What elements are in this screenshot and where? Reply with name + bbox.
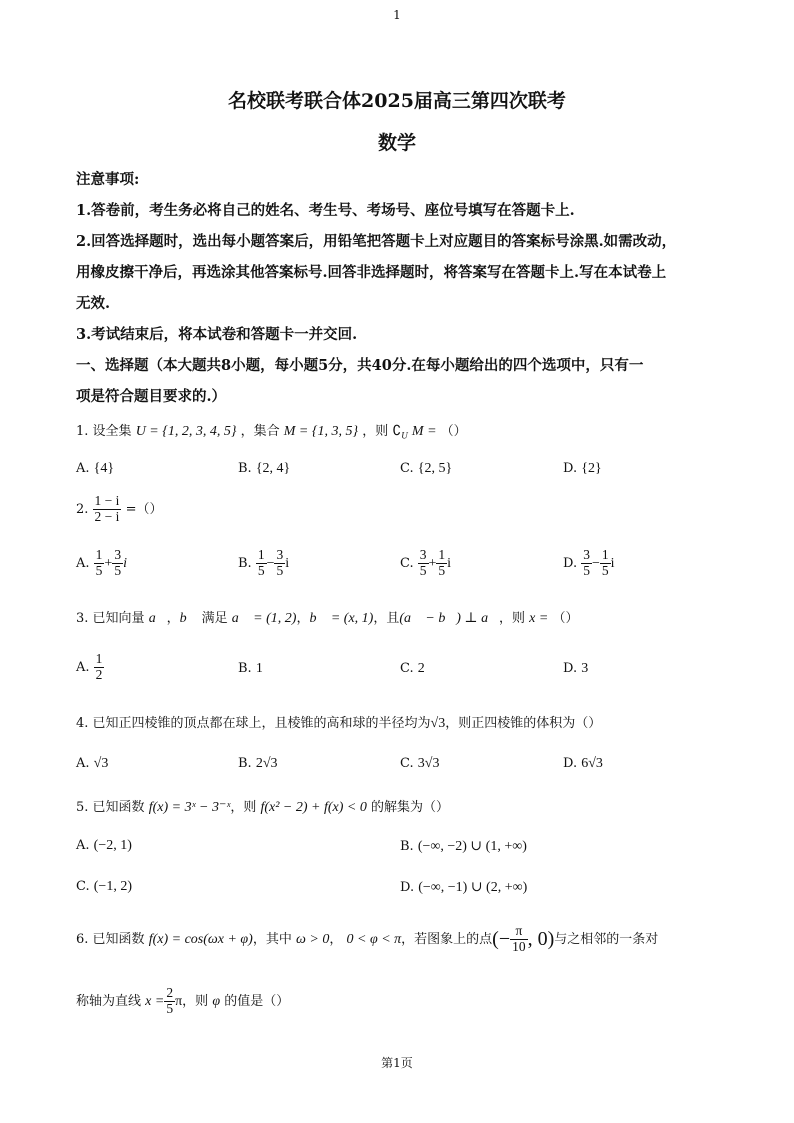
q6-function: f(x) = cos(ωx + φ) (148, 931, 253, 947)
q6-axis-fraction: $\frac{2}{5}$ (166, 985, 174, 1016)
q5-option-a-label: A. (76, 838, 90, 853)
q2-b-operator: − (266, 555, 275, 571)
q1-option-a-label: A. (76, 461, 90, 476)
q1-text-3: ，则 (362, 424, 389, 439)
q4-text-2: ，则正四棱锥的体积为（） (445, 716, 602, 731)
q5-option-c-label: C. (76, 879, 90, 894)
q4-option-a-label: A. (76, 756, 90, 771)
q5-option-d-value: (−∞, −1) ∪ (2, +∞) (418, 880, 528, 895)
q4-option-d (563, 756, 603, 772)
q6-text-8: 的值是（） (224, 993, 290, 1009)
q3-perpendicular-condition: (a⃗ − b⃗) ⊥ a⃗ (399, 611, 499, 626)
q5-option-b (400, 838, 527, 855)
q2-b-frac-2: $\frac{3}{5}$ (276, 547, 284, 578)
q2-c-frac-1: $\frac{3}{5}$ (419, 547, 427, 578)
q3-x-eq: x = (529, 611, 549, 626)
q4-option-c (400, 756, 439, 772)
top-page-number: 1 (393, 8, 401, 22)
q2-fraction (93, 494, 122, 525)
q3-vector-b: b⃗ (179, 611, 198, 626)
q4-option-a-value: √3 (93, 756, 109, 771)
q5-option-a (76, 838, 132, 854)
q5-function: f(x) = 3ˣ − 3⁻ˣ (148, 800, 231, 815)
q3-vector-b-value: b⃗ = (x, 1) (309, 611, 374, 626)
q6-text-5: 与之相邻的一条对 (554, 931, 659, 947)
section-1-heading-line-2: 项是符合题目要求的.） (76, 388, 227, 405)
q2-d-frac-2: $\frac{1}{5}$ (601, 547, 609, 578)
q2-option-b-label: B. (238, 555, 252, 571)
q1-text-1: 1. 设全集 (76, 424, 132, 439)
q2-answer-paren: =（） (125, 501, 163, 517)
q4-option-b-label: B. (238, 756, 252, 771)
q3-text-2: ， (166, 611, 180, 626)
q1-set-m: M = {1, 3, 5} (283, 424, 359, 439)
q3-text-4: ， (296, 611, 310, 626)
question-5 (76, 796, 449, 816)
q6-pi: π (175, 993, 183, 1009)
question-4 (76, 712, 601, 732)
q1-text-2: ，集合 (240, 424, 280, 439)
q4-option-c-value: 3√3 (417, 756, 440, 771)
q5-inequality: f(x² − 2) + f(x) < 0 (260, 800, 367, 815)
q2-c-frac-2: $\frac{1}{5}$ (438, 547, 446, 578)
q2-option-d (563, 548, 615, 579)
q2-b-frac-1: $\frac{1}{5}$ (257, 547, 265, 578)
q3-text-6: ，则 (498, 611, 525, 626)
q1-option-b-label: B. (238, 461, 252, 476)
q2-option-d-label: D. (563, 555, 578, 571)
q1-option-c (400, 461, 452, 477)
q3-option-a (76, 652, 104, 683)
q6-phi: φ (212, 993, 221, 1009)
q5-option-c-value: (−1, 2) (93, 879, 132, 894)
q3-option-a-frac: $\frac{1}{2}$ (95, 651, 103, 682)
q6-phi-condition: 0 < φ < π (346, 931, 402, 947)
note-item-2-line-3: 无效. (76, 295, 111, 312)
question-2 (76, 494, 162, 525)
q3-vector-a-value: a⃗ = (1, 2) (231, 611, 297, 626)
q6-point-left: (− (492, 927, 511, 950)
q1-option-c-label: C. (400, 461, 414, 476)
q1-option-a (76, 461, 114, 477)
q2-d-imag: i (610, 555, 615, 571)
q6-text-6: 称轴为直线 (76, 993, 142, 1009)
q5-option-a-value: (−2, 1) (93, 838, 132, 853)
exam-subject: 数学 (377, 132, 416, 154)
q4-option-b (238, 756, 278, 772)
q4-radius: √3 (430, 716, 446, 731)
question-3 (76, 607, 578, 627)
q5-option-d-label: D. (400, 880, 415, 895)
q5-text-2: ，则 (230, 800, 257, 815)
q6-text-3: ， (329, 931, 343, 947)
q6-text-7: ，则 (182, 993, 209, 1009)
notes-heading: 注意事项: (76, 171, 140, 188)
note-item-3: 3.考试结束后，将本试卷和答题卡一并交回. (76, 326, 358, 343)
note-item-2-line-2: 用橡皮擦干净后，再选涂其他答案标号.回答非选择题时，将答案写在答题卡上.写在本试卷上 (76, 264, 667, 281)
q1-complement-m: M = (411, 424, 437, 439)
q6-text-1: 6. 已知函数 (76, 931, 145, 947)
q3-text-3: 满足 (201, 611, 228, 626)
q1-complement-symbol: ∁ (392, 424, 402, 439)
q4-option-c-label: C. (400, 756, 414, 771)
q4-option-d-value: 6√3 (581, 756, 603, 771)
q2-d-frac-1: $\frac{3}{5}$ (583, 547, 590, 578)
q5-option-b-label: B. (400, 839, 414, 854)
q1-option-c-value: {2, 5} (417, 461, 453, 476)
q6-point-fraction: $\frac{\pi}{10}$ (512, 923, 526, 954)
exam-title: 名校联考联合体2025届高三第四次联考 (228, 90, 566, 112)
q5-text-1: 5. 已知函数 (76, 800, 145, 815)
q3-option-b-value: 1 (255, 661, 263, 676)
q2-option-a-label: A. (76, 555, 90, 571)
q6-omega-condition: ω > 0 (296, 931, 330, 947)
q5-option-c (76, 879, 132, 895)
q3-option-c-label: C. (400, 661, 414, 676)
q1-universal-set: U = {1, 2, 3, 4, 5} (135, 424, 237, 439)
q3-option-a-label: A. (76, 659, 90, 675)
q2-option-c-label: C. (400, 555, 414, 571)
q1-option-b (238, 461, 290, 477)
q3-option-c (400, 661, 425, 677)
q1-option-b-value: {2, 4} (255, 461, 291, 476)
q4-option-b-value: 2√3 (255, 756, 278, 771)
q2-d-operator: − (591, 555, 600, 571)
q2-a-operator: + (104, 555, 113, 571)
question-6-line-1 (76, 924, 658, 955)
q3-option-d-label: D. (563, 661, 578, 676)
q1-answer-paren: （） (440, 424, 467, 439)
q3-option-b (238, 661, 263, 677)
q1-complement-sub: U (401, 430, 408, 441)
q6-x-eq: x = (145, 993, 165, 1009)
q5-option-b-value: (−∞, −2) ∪ (1, +∞) (417, 839, 527, 854)
q3-option-b-label: B. (238, 661, 252, 676)
q4-option-d-label: D. (563, 756, 578, 771)
q6-text-2: ，其中 (252, 931, 292, 947)
q3-option-c-value: 2 (417, 661, 425, 676)
q6-point-right: , 0) (527, 927, 555, 950)
q2-b-imag: i (285, 555, 290, 571)
section-1-heading-line-1: 一、选择题（本大题共8小题，每小题5分，共40分.在每小题给出的四个选项中，只有一 (76, 357, 644, 374)
question-1 (76, 420, 467, 441)
q3-option-d-value: 3 (581, 661, 589, 676)
q4-text-1: 4. 已知正四棱锥的顶点都在球上，且棱锥的高和球的半径均为 (76, 716, 431, 731)
q2-a-frac-2: $\frac{3}{5}$ (114, 547, 122, 578)
q3-answer-paren: （） (552, 611, 579, 626)
q1-option-a-value: {4} (93, 461, 115, 476)
q3-option-d (563, 661, 588, 677)
question-6-line-2 (76, 986, 289, 1017)
q5-option-d (400, 879, 527, 896)
q2-option-a (76, 548, 127, 579)
q2-a-frac-1: $\frac{1}{5}$ (95, 547, 103, 578)
q5-text-3: 的解集为（） (371, 800, 450, 815)
note-item-1: 1.答卷前，考生务必将自己的姓名、考生号、考场号、座位号填写在答题卡上. (76, 202, 575, 219)
q1-option-d-label: D. (563, 461, 578, 476)
q2-option-b (238, 548, 289, 579)
q2-fraction-denominator: 2 − i (94, 508, 120, 524)
q1-option-d-value: {2} (581, 461, 602, 476)
note-item-2-line-1: 2.回答选择题时，选出每小题答案后，用铅笔把答题卡上对应题目的答案标号涂黑.如需改动， (76, 233, 677, 250)
q6-text-4: ，若图象上的点 (401, 931, 493, 947)
footer-page-number: 第1页 (381, 1056, 413, 1070)
q3-vector-a: a⃗ (148, 611, 167, 626)
q2-c-imag: i (447, 555, 452, 571)
q2-a-imag: i (123, 555, 127, 571)
q2-option-c (400, 548, 451, 579)
q3-text-1: 3. 已知向量 (76, 611, 145, 626)
q2-fraction-numerator: 1 − i (94, 493, 120, 508)
q4-option-a (76, 756, 108, 772)
q2-number: 2. (76, 501, 89, 517)
q1-option-d (563, 461, 602, 477)
q3-text-5: ，且 (373, 611, 400, 626)
q2-c-operator: + (428, 555, 437, 571)
